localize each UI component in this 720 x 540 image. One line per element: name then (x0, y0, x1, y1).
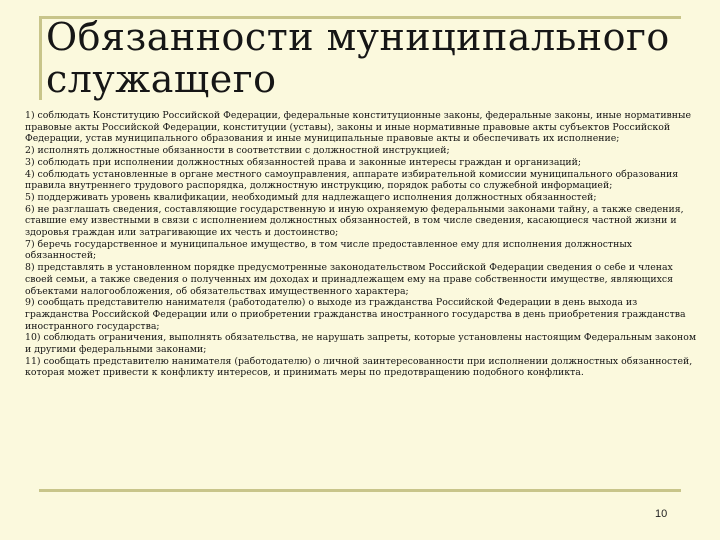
duty-item-5: 5) поддерживать уровень квалификации, необходимый для надлежащего исполнения должностных обязанностей; (25, 191, 597, 203)
duties-list (25, 110, 703, 379)
page-number: 10 (655, 508, 668, 520)
duty-item-2: 2) исполнять должностные обязанности в соответствии с должностной инструкцией; (25, 145, 450, 157)
duty-item-6: 6) не разглашать сведения, составляющие государственную и иную охраняемую федеральными законами тайну, а также сведения, ставшие ему известными в связи с исполнением должностных обязанностей, в том числе сведения, касающиеся частной жизни и здоровья граждан или затрагивающие их честь и достоинство; (25, 203, 684, 239)
duty-item-1: 1) соблюдать Конституцию Российской Федерации, федеральные конституционные законы, федеральные законы, иные нормативные правовые акты Российской Федерации, конституции (уставы), законы и иные нормативные правовые акты субъектов Российской Федерации, устав муниципального образования и иные муниципальные правовые акты и обеспечивать их исполнение; (25, 110, 692, 145)
duty-item-4: 4) соблюдать установленные в органе местного самоуправления, аппарате избирательной комиссии муниципального образования правила внутреннего трудового распорядка, должностную инструкцию, порядок работы со служебной информацией; (25, 168, 679, 192)
duty-item-8: 8) представлять в установленном порядке предусмотренные законодательством Российской Федерации сведения о себе и членах своей семьи, а также сведения о полученных им доходах и принадлежащем ему на праве собственности имуществе, являющихся объектами налогообложения, об обязательствах имущественного характера; (25, 262, 673, 297)
duty-item-10: 10) соблюдать ограничения, выполнять обязательства, не нарушать запреты, которые установлены настоящим Федеральным законом и другими федеральными законами; (25, 332, 697, 356)
frame-left-line (39, 16, 42, 100)
slide-title: Обязанности муниципального служащего (46, 15, 670, 101)
duty-item-9: 9) сообщать представителю нанимателя (работодателю) о выходе из гражданства Российской Федерации в день выхода из гражданства Российской Федерации или о приобретении гражданства иностранного государства в день приобретения гражданства иностранного государства; (25, 297, 686, 332)
frame-bottom-line (39, 489, 681, 492)
duty-item-7: 7) беречь государственное и муниципальное имущество, в том числе предоставленное ему для исполнения должностных обязанностей; (25, 238, 633, 262)
duty-item-3: 3) соблюдать при исполнении должностных обязанностей права и законные интересы граждан и организаций; (25, 156, 581, 168)
duty-item-11: 11) сообщать представителю нанимателя (работодателю) о личной заинтересованности при исполнении должностных обязанностей, которая может привести к конфликту интересов, и принимать меры по предотвращению подобного конфликта. (25, 355, 693, 379)
